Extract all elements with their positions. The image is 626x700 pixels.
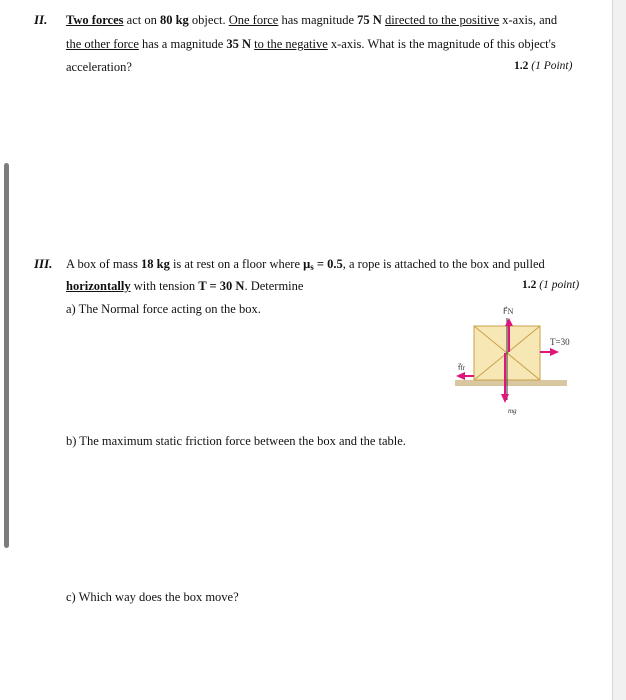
question-3-line-1: A box of mass 18 kg is at rest on a floor where μs = 0.5, a rope is attached to the box and pulled (66, 257, 545, 272)
question-3-points: 1.2 (1 point) (522, 279, 580, 291)
normal-force-arrow-head (505, 318, 513, 326)
question-3-line-2: horizontally with tension T = 30 N. Determine (66, 279, 304, 293)
normal-force-label: F⃗N (503, 307, 514, 316)
page-edge (612, 0, 626, 700)
question-2-line-2: the other force has a magnitude 35 N to the negative x-axis. What is the magnitude of this object's (66, 37, 556, 51)
question-3-part-b: b) The maximum static friction force between the box and the table. (66, 434, 406, 448)
question-3-number: III. (34, 256, 53, 271)
question-3-part-a: a) The Normal force acting on the box. (66, 302, 261, 316)
question-2-points: 1.2 (1 Point) (514, 60, 573, 72)
friction-arrow-head (456, 372, 465, 380)
friction-label: f⃗fr (458, 364, 466, 372)
floor (455, 380, 567, 386)
question-2-number: II. (34, 12, 48, 27)
free-body-diagram (450, 300, 580, 425)
tension-label: T=30 (550, 337, 570, 347)
free-body-diagram-svg (450, 300, 580, 425)
weight-arrow-head (501, 394, 509, 403)
tension-arrow-head (550, 348, 559, 356)
question-2-line-1: Two forces act on 80 kg object. One force has magnitude 75 N directed to the positive x-axis, and (66, 13, 558, 27)
weight-label: mg⃗ (508, 407, 522, 415)
question-2-line-3: acceleration? (66, 60, 132, 74)
scrollbar[interactable] (4, 163, 9, 548)
question-3-part-c: c) Which way does the box move? (66, 590, 239, 604)
